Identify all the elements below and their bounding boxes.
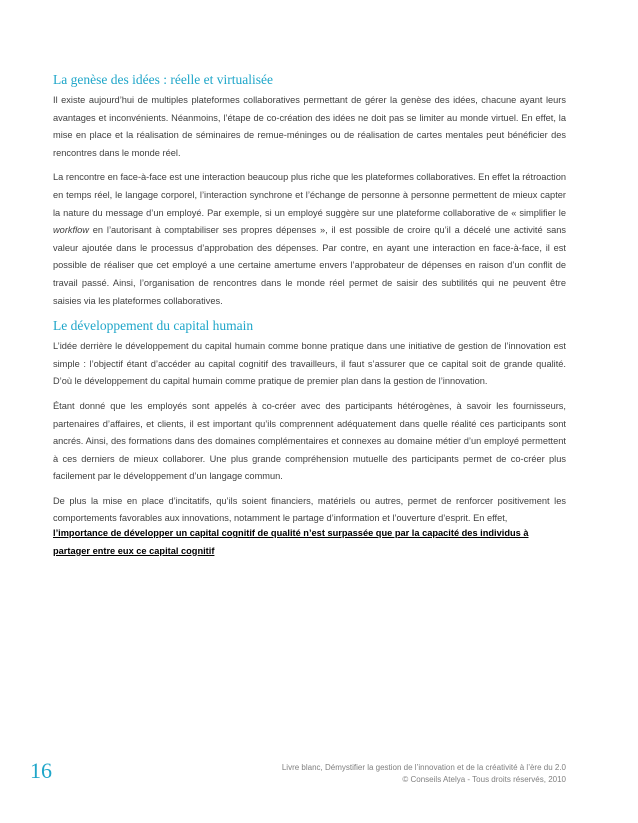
paragraph: De plus la mise en place d’incitatifs, qu’ils soient financiers, matériels ou autres, permet de renforcer positivement les comportements favorables aux innovations, notamment le partage d’information et l’ouverture d’esprit. En effet, <box>53 495 566 524</box>
key-statement: l’importance de développer un capital cognitif de qualité n’est surpassée que par la capacité des individus à partager entre eux ce capital cognitif <box>53 528 529 556</box>
italic-term: workflow <box>53 225 89 236</box>
paragraph: Étant donné que les employés sont appelés à co-créer avec des participants hétérogènes, à savoir les fournisseurs, partenaires d’affaires, et clients, il est important qu’ils comprennent adéquatement dans quelle réalité ces participants sont ancrés. Ainsi, des formations dans des domaines complémentaires et connexes au domaine métier d’un employé permettent à ces derniers de mieux collaborer. Une plus grande compréhension mutuelle des participants permet de co-créer plus facilement par le développement d’un langage commun. <box>53 400 566 482</box>
footer-copyright: © Conseils Atelya - Tous droits réservés, 2010 <box>402 775 566 784</box>
paragraph: Il existe aujourd’hui de multiples plateformes collaboratives permettant de gérer la genèse des idées, chacune ayant leurs avantages et inconvénients. Néanmoins, l’étape de co-création des idées ne doit pas se limiter au monde virtuel. En effet, la mise en place et la réalisation de séminaires de remue-méninges ou de réalisation de cartes mentales peut bénéficier des rencontres dans le monde réel. <box>53 95 566 158</box>
paragraph <box>53 169 566 310</box>
text-segment: La rencontre en face-à-face est une interaction beaucoup plus riche que les plateformes collaboratives. En effet la rétroaction en temps réel, le langage corporel, l’interaction synchrone et l’échange de personne à personne permettent de mieux capter la nature du message d’un employé. Par exemple, si un employé suggère sur une plateforme collaborative de « simplifier le <box>53 172 566 218</box>
page-number: 16 <box>30 758 52 783</box>
section-title-human-capital: Le développement du capital humain <box>53 318 254 334</box>
footer <box>282 762 566 786</box>
section-title-idea-genesis: La genèse des idées : réelle et virtualisée <box>53 72 274 87</box>
text-segment: en l’autorisant à comptabiliser ses propres dépenses », il est possible de croire qu’il a décelé une activité sans valeur ajoutée dans le processus d’approbation des dépenses. Par contre, en ayant une interaction en face-à-face, il est possible de réaliser que cet employé a une certaine amertume envers l’approbateur de dépenses en raison d’un conflit de travail passé. Ainsi, l’organisation de rencontres dans le monde réel permet de saisir des subtilités qui ne peuvent être saisies via les plateformes collaboratives. <box>53 225 566 306</box>
page-content <box>53 71 566 567</box>
footer-title: Livre blanc, Démystifier la gestion de l’innovation et de la créativité à l’ère du 2.0 <box>281 763 566 772</box>
paragraph: L’idée derrière le développement du capital humain comme bonne pratique dans une initiative de gestion de l’innovation est simple : l’objectif étant d’accéder au capital cognitif des travailleurs, il faut s’assurer que ce capital soit de grande qualité. D’où le développement du capital humain comme pratique de premier plan dans la gestion de l’innovation. <box>53 341 566 387</box>
